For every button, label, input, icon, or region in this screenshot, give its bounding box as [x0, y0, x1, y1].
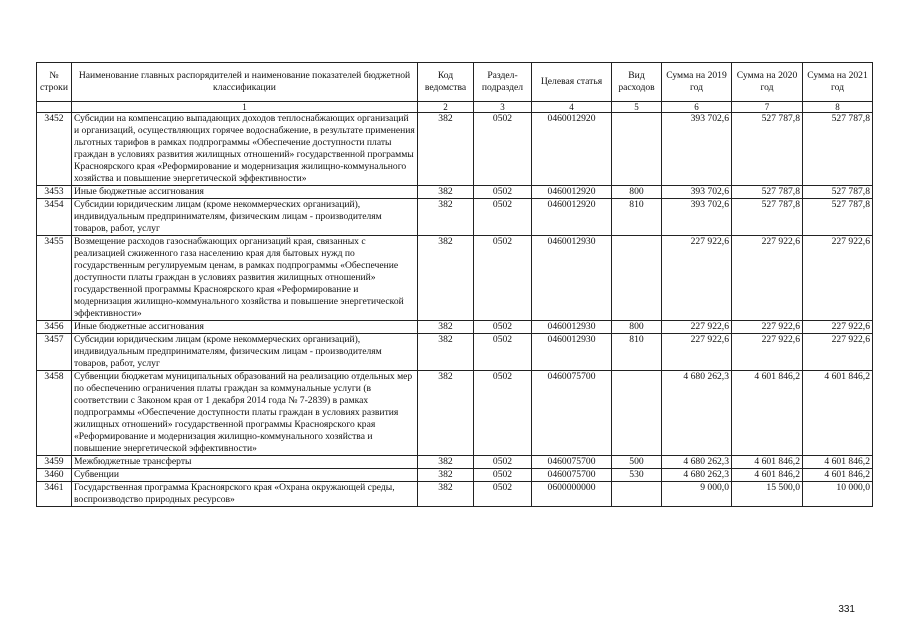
sum-2019-cell: 227 922,6: [662, 321, 732, 334]
row-number-cell: 3459: [37, 456, 72, 469]
sum-2020-cell: 15 500,0: [732, 482, 803, 507]
row-name-cell: Иные бюджетные ассигнования: [72, 321, 418, 334]
header-section: Раздел-подраздел: [474, 63, 532, 102]
section-cell: 0502: [474, 371, 532, 456]
table-row: [37, 199, 873, 236]
row-number-cell: 3455: [37, 236, 72, 321]
table-row: [37, 469, 873, 482]
section-cell: 0502: [474, 113, 532, 186]
table-row: [37, 456, 873, 469]
row-name-cell: Межбюджетные трансферты: [72, 456, 418, 469]
sum-2021-cell: 4 601 846,2: [803, 371, 873, 456]
sum-2021-cell: 10 000,0: [803, 482, 873, 507]
target-cell: 0460012930: [532, 321, 612, 334]
section-cell: 0502: [474, 456, 532, 469]
ved-code-cell: 382: [418, 469, 474, 482]
row-number-cell: 3461: [37, 482, 72, 507]
table-row: [37, 113, 873, 186]
sum-2020-cell: 4 601 846,2: [732, 469, 803, 482]
ved-code-cell: 382: [418, 186, 474, 199]
exp-type-cell: 800: [612, 186, 662, 199]
sum-2020-cell: 227 922,6: [732, 236, 803, 321]
sum-2020-cell: 527 787,8: [732, 186, 803, 199]
budget-table: [36, 62, 873, 507]
section-cell: 0502: [474, 482, 532, 507]
exp-type-cell: 810: [612, 334, 662, 371]
exp-type-cell: 530: [612, 469, 662, 482]
ved-code-cell: 382: [418, 482, 474, 507]
sum-2019-cell: 4 680 262,3: [662, 469, 732, 482]
table-row: [37, 482, 873, 507]
sum-2020-cell: 4 601 846,2: [732, 371, 803, 456]
sum-2020-cell: 527 787,8: [732, 199, 803, 236]
column-number: 7: [732, 102, 803, 113]
sum-2021-cell: 527 787,8: [803, 199, 873, 236]
row-name-cell: Субсидии юридическим лицам (кроме некоммерческих организаций), индивидуальным предпринимателям, физическим лицам - производителям товаров, работ, услуг: [72, 199, 418, 236]
row-name-cell: Субвенции бюджетам муниципальных образований на реализацию отдельных мер по обеспечению ограничения платы граждан за коммунальные услуги (в соответствии с Законом края от 1 декабря 2014 года № 7-2839) в рамках подпрограммы «Обеспечение доступности платы граждан в условиях развития жилищных отношений» государственной программы Красноярского края «Реформирование и модернизация жилищно-коммунального хозяйства и повышение энергетической эффективности»: [72, 371, 418, 456]
header-sum-2020: Сумма на 2020 год: [732, 63, 803, 102]
target-cell: 0460012930: [532, 334, 612, 371]
sum-2021-cell: 527 787,8: [803, 113, 873, 186]
column-number: 4: [532, 102, 612, 113]
column-number: 6: [662, 102, 732, 113]
target-cell: 0460012920: [532, 113, 612, 186]
table-body: [37, 113, 873, 507]
ved-code-cell: 382: [418, 321, 474, 334]
section-cell: 0502: [474, 334, 532, 371]
sum-2019-cell: 393 702,6: [662, 199, 732, 236]
row-number-cell: 3456: [37, 321, 72, 334]
section-cell: 0502: [474, 199, 532, 236]
header-name: Наименование главных распорядителей и наименование показателей бюджетной классификации: [72, 63, 418, 102]
column-number: 2: [418, 102, 474, 113]
section-cell: 0502: [474, 186, 532, 199]
exp-type-cell: 810: [612, 199, 662, 236]
row-number-cell: 3457: [37, 334, 72, 371]
target-cell: 0460012920: [532, 186, 612, 199]
target-cell: 0460012920: [532, 199, 612, 236]
row-name-cell: Иные бюджетные ассигнования: [72, 186, 418, 199]
row-number-cell: 3454: [37, 199, 72, 236]
table-row: [37, 186, 873, 199]
sum-2021-cell: 227 922,6: [803, 321, 873, 334]
exp-type-cell: [612, 482, 662, 507]
target-cell: 0460075700: [532, 456, 612, 469]
exp-type-cell: 800: [612, 321, 662, 334]
sum-2021-cell: 227 922,6: [803, 236, 873, 321]
ved-code-cell: 382: [418, 456, 474, 469]
sum-2021-cell: 227 922,6: [803, 334, 873, 371]
row-name-cell: Субсидии на компенсацию выпадающих доходов теплоснабжающих организаций и организаций, осуществляющих горячее водоснабжение, в результате применения льготных тарифов в рамках подпрограммы «Обеспечение доступности платы граждан в условиях развития жилищных отношений» государственной программы Красноярского края «Реформирование и модернизация жилищно-коммунального хозяйства и повышение энергетической эффективности»: [72, 113, 418, 186]
section-cell: 0502: [474, 236, 532, 321]
table-row: [37, 371, 873, 456]
sum-2021-cell: 4 601 846,2: [803, 469, 873, 482]
column-number-row: [37, 102, 873, 113]
row-name-cell: Субвенции: [72, 469, 418, 482]
column-number: 5: [612, 102, 662, 113]
table-row: [37, 321, 873, 334]
sum-2019-cell: 393 702,6: [662, 186, 732, 199]
sum-2021-cell: 527 787,8: [803, 186, 873, 199]
ved-code-cell: 382: [418, 334, 474, 371]
column-number: [37, 102, 72, 113]
header-ved-code: Код ведомства: [418, 63, 474, 102]
ved-code-cell: 382: [418, 236, 474, 321]
sum-2020-cell: 4 601 846,2: [732, 456, 803, 469]
row-number-cell: 3460: [37, 469, 72, 482]
column-number: 1: [72, 102, 418, 113]
sum-2019-cell: 4 680 262,3: [662, 371, 732, 456]
header-sum-2021: Сумма на 2021 год: [803, 63, 873, 102]
exp-type-cell: [612, 236, 662, 321]
header-row-no: № строки: [37, 63, 72, 102]
column-number: 8: [803, 102, 873, 113]
target-cell: 0460075700: [532, 371, 612, 456]
section-cell: 0502: [474, 469, 532, 482]
exp-type-cell: [612, 371, 662, 456]
sum-2019-cell: 393 702,6: [662, 113, 732, 186]
row-name-cell: Государственная программа Красноярского края «Охрана окружающей среды, воспроизводство природных ресурсов»: [72, 482, 418, 507]
sum-2019-cell: 9 000,0: [662, 482, 732, 507]
sum-2021-cell: 4 601 846,2: [803, 456, 873, 469]
ved-code-cell: 382: [418, 371, 474, 456]
sum-2020-cell: 527 787,8: [732, 113, 803, 186]
sum-2019-cell: 227 922,6: [662, 334, 732, 371]
header-sum-2019: Сумма на 2019 год: [662, 63, 732, 102]
page-number: 331: [838, 604, 855, 615]
exp-type-cell: [612, 113, 662, 186]
table-row: [37, 334, 873, 371]
sum-2020-cell: 227 922,6: [732, 334, 803, 371]
target-cell: 0600000000: [532, 482, 612, 507]
row-number-cell: 3458: [37, 371, 72, 456]
row-number-cell: 3453: [37, 186, 72, 199]
header-exp-type: Вид расходов: [612, 63, 662, 102]
sum-2019-cell: 4 680 262,3: [662, 456, 732, 469]
sum-2020-cell: 227 922,6: [732, 321, 803, 334]
table-header-row: [37, 63, 873, 102]
sum-2019-cell: 227 922,6: [662, 236, 732, 321]
target-cell: 0460012930: [532, 236, 612, 321]
ved-code-cell: 382: [418, 199, 474, 236]
section-cell: 0502: [474, 321, 532, 334]
column-number: 3: [474, 102, 532, 113]
ved-code-cell: 382: [418, 113, 474, 186]
row-name-cell: Субсидии юридическим лицам (кроме некоммерческих организаций), индивидуальным предпринимателям, физическим лицам - производителям товаров, работ, услуг: [72, 334, 418, 371]
target-cell: 0460075700: [532, 469, 612, 482]
table-row: [37, 236, 873, 321]
exp-type-cell: 500: [612, 456, 662, 469]
header-target: Целевая статья: [532, 63, 612, 102]
row-name-cell: Возмещение расходов газоснабжающих организаций края, связанных с реализацией сжиженного газа населению края для бытовых нужд по государственным регулируемым ценам, в рамках подпрограммы «Обеспечение доступности платы граждан в условиях развития жилищных отношений» государственной программы Красноярского края «Реформирование и модернизация жилищно-коммунального хозяйства и повышение энергетической эффективности»: [72, 236, 418, 321]
row-number-cell: 3452: [37, 113, 72, 186]
